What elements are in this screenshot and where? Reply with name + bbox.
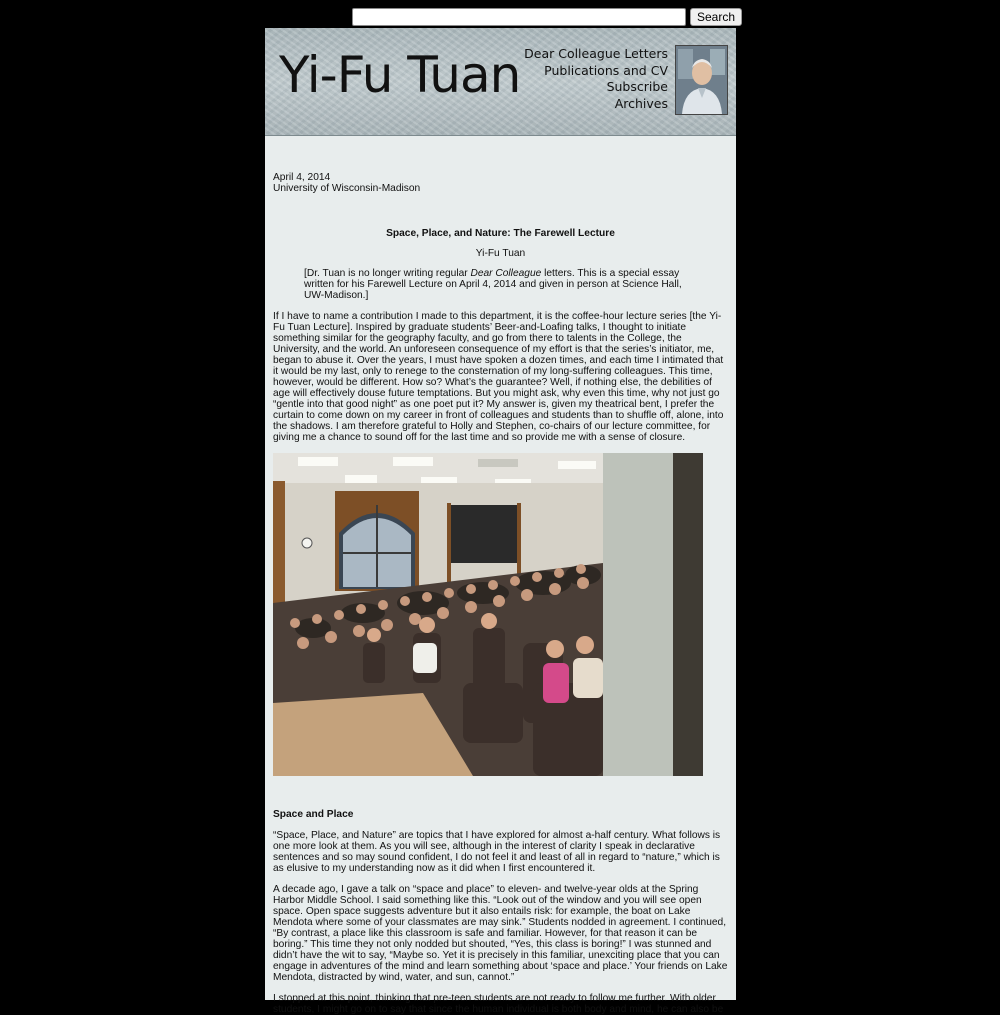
page-container	[265, 28, 736, 1015]
note-prefix: [Dr. Tuan is no longer writing regular	[304, 268, 471, 279]
site-banner	[265, 28, 736, 136]
article-date: April 4, 2014	[273, 172, 331, 183]
essay-title: Space, Place, and Nature: The Farewell Lecture	[386, 228, 615, 239]
author-portrait	[675, 45, 728, 115]
nav-link-archives[interactable]: Archives	[614, 95, 668, 111]
nav-link-dear-colleague-letters[interactable]: Dear Colleague Letters	[524, 46, 668, 61]
search-input[interactable]	[352, 8, 686, 26]
essay-author: Yi-Fu Tuan	[475, 248, 526, 259]
site-title[interactable]: Yi-Fu Tuan	[279, 46, 521, 104]
paragraph-older-students: I stopped at this point, thinking that pre-teen students are not ready to follow me further. With older students, I might go on to say that since the human individual is both body and mind, he can also be	[273, 993, 724, 1015]
paragraph-middle-school-talk: A decade ago, I gave a talk on “space and place” to eleven- and twelve-year olds at the Spring Harbor Middle School. I said something like this. “Look out of the window and you will see open space. Open space suggests adventure but it also entails risk: for example, the boat on Lake Mendota where some of your classmates are may sink.” Students nodded in agreement. I continued, “By contrast, a place like this classroom is safe and familiar. However, for that reason it can be boring.” This time they not only nodded but shouted, “Yes, this class is boring!” I was stunned and didn’t have the wit to say, “Maybe so. Yet it is precisely in this familiar, unexciting place that you can engage in adventures of the mind and learn something about ‘space and place.’ Your friends on Lake Mendota, distracted by wind, water, and sun, cannot.”	[273, 884, 728, 983]
note-italic: Dear Colleague	[470, 268, 542, 279]
banner-nav	[524, 46, 668, 112]
article	[265, 136, 736, 1015]
article-institution: University of Wisconsin-Madison	[273, 183, 421, 194]
note-suffix: letters. This is a special essay written for his Farewell Lecture on April 4, 2014 and given in person at Science Hall, UW-Madison.]	[304, 268, 682, 301]
section-heading-space-and-place: Space and Place	[273, 809, 354, 820]
search-bar	[352, 8, 742, 26]
nav-link-publications-and-cv[interactable]: Publications and CV	[544, 62, 668, 78]
lecture-hall-photo	[273, 453, 703, 776]
editor-note	[304, 268, 696, 301]
search-button[interactable]: Search	[690, 8, 742, 26]
nav-link-subscribe[interactable]: Subscribe	[606, 79, 668, 94]
paragraph-intro: If I have to name a contribution I made to this department, it is the coffee-hour lecture series [the Yi-Fu Tuan Lecture]. Inspired by graduate students’ Beer-and-Loafing talks, I thought to initiate something similar for the geography faculty, and go from there to talents in the College, the University, and the world. An unforeseen consequence of my effort is that the series’s initiator, me, began to abuse it. Over the years, I must have spoken a dozen times, and each time I intimated that it would be my last, only to renege to the consternation of my long-suffering colleagues. This time, however, would be different. How so? What’s the guarantee? Well, if nothing else, the debilities of age will effectively douse future temptations. But you might ask, why even this time, why not just go “gentle into that good night” as one poet put it? My answer is, given my theatrical bent, I prefer the curtain to come down on my career in front of colleagues and students than to shuffle off, alone, into the shadows. I am therefore grateful to Holly and Stephen, co-chairs of our lecture committee, for giving me a chance to sound off for the last time and so provide me with a sense of closure.	[273, 311, 724, 443]
paragraph-space-place-nature: “Space, Place, and Nature” are topics that I have explored for almost a-half century. What follows is one more look at them. As you will see, although in the interest of clarity I speak in declarative sentences and so may sound confident, I do not feel it and least of all in regard to “nature,” which is as elusive to my understanding now as it did when I first encountered it.	[273, 830, 721, 874]
portrait-image	[676, 46, 727, 114]
